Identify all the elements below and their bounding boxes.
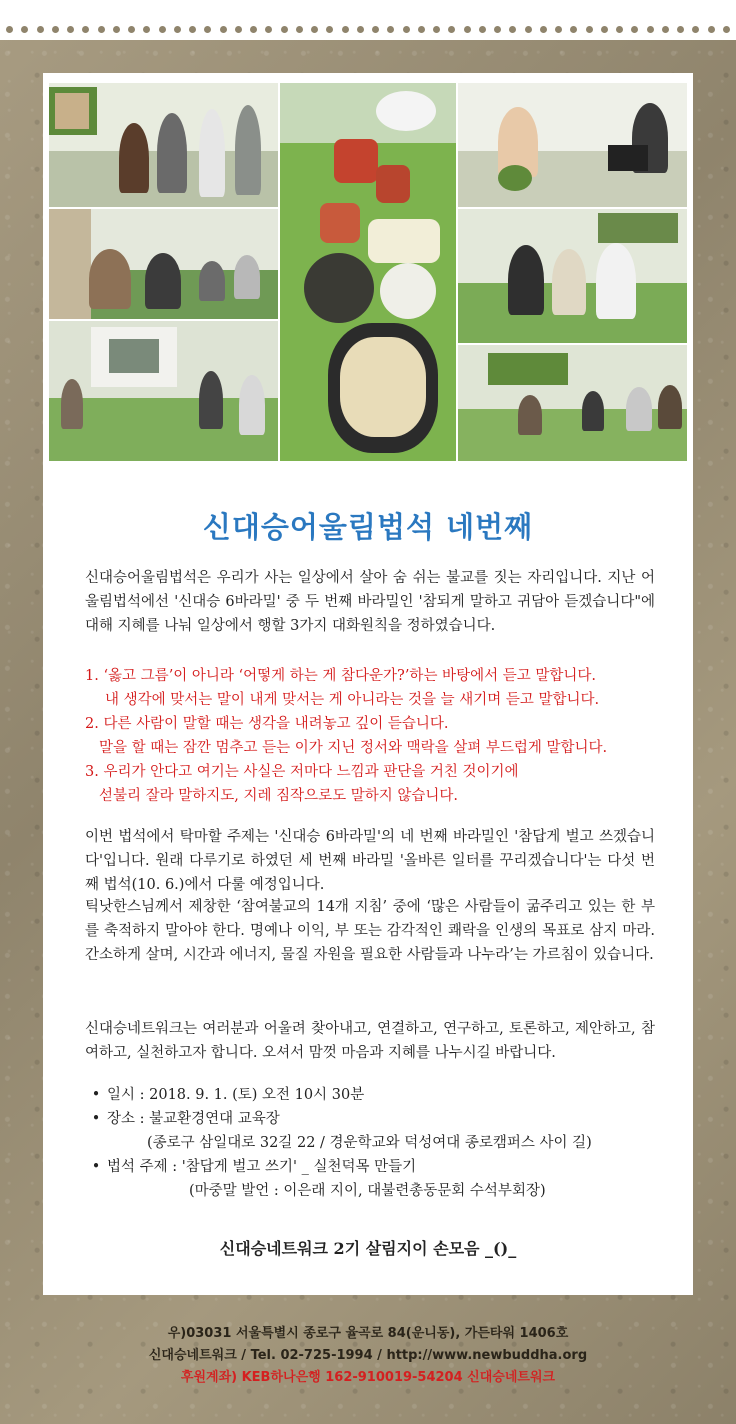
rule-1-detail: 내 생각에 맞서는 말이 내게 맞서는 게 아니라는 것을 늘 새기며 듣고 말합니다. — [105, 692, 600, 708]
footer-address: 우)03031 서울특별시 종로구 율곡로 84(운니동), 가든타워 1406호 — [167, 1326, 569, 1341]
perforation-dot — [586, 26, 593, 33]
newsletter-card — [43, 73, 693, 1295]
photo-participants-table — [49, 209, 278, 319]
photo-group-session — [458, 345, 687, 461]
photo-collage — [49, 83, 687, 463]
perforation-row — [6, 26, 730, 36]
perforation-dot — [631, 26, 638, 33]
photo-presentation-room — [49, 321, 278, 461]
perforation-dot — [448, 26, 455, 33]
perforation-dot — [433, 26, 440, 33]
perforation-dot — [235, 26, 242, 33]
perforation-dot — [570, 26, 577, 33]
perforation-dot — [601, 26, 608, 33]
dialogue-rules — [85, 664, 655, 808]
invitation-paragraph: 신대승네트워크는 여러분과 어울려 찾아내고, 연결하고, 연구하고, 토론하고, 제안하고, 참여하고, 실천하고자 합니다. 오셔서 맘껏 마음과 지혜를 나누시길 바랍니다. — [85, 1021, 655, 1061]
perforation-dot — [82, 26, 89, 33]
photo-kitchen-prep — [49, 83, 278, 207]
perforation-dot — [692, 26, 699, 33]
perforation-dot — [189, 26, 196, 33]
perforation-dot — [708, 26, 715, 33]
perforation-dot — [540, 26, 547, 33]
perforation-dot — [555, 26, 562, 33]
detail-topic: • 법석 주제 : '참답게 벌고 쓰기' _ 실천덕목 만들기 — [85, 1155, 665, 1179]
perforation-dot — [479, 26, 486, 33]
perforation-dot — [113, 26, 120, 33]
perforation-dot — [281, 26, 288, 33]
bullet-icon: • — [91, 1111, 101, 1127]
perforation-dot — [6, 26, 13, 33]
detail-topic-sub: (마중말 발언 : 이은래 지이, 대불련총동문회 수석부회장) — [189, 1183, 546, 1199]
bullet-icon: • — [91, 1087, 101, 1103]
perforation-dot — [250, 26, 257, 33]
perforation-dot — [616, 26, 623, 33]
perforation-dot — [647, 26, 654, 33]
bullet-icon: • — [91, 1159, 101, 1175]
perforation-dot — [723, 26, 730, 33]
intro-paragraph: 신대승어울림법석은 우리가 사는 일상에서 살아 숨 쉬는 불교를 짓는 자리입니다. 지난 어울림법석에선 '신대승 6바라밀' 중 두 번째 바라밀인 '참되게 말하고 귀담아 듣겠습니다"에 대해 지혜를 나눠 일상에서 행할 3가지 대화원칙을 정하였습니다. — [85, 570, 655, 634]
photo-panel-discussion — [458, 209, 687, 343]
perforation-dot — [418, 26, 425, 33]
signature: 신대승네트워크 2기 살림지이 손모음 _()_ — [219, 1239, 517, 1258]
photo-shared-meal — [280, 83, 456, 461]
detail-place-sub: (종로구 삼일대로 32길 22 / 경운학교와 덕성여대 종로캠퍼스 사이 길) — [147, 1135, 592, 1151]
perforation-dot — [265, 26, 272, 33]
perforation-dot — [311, 26, 318, 33]
perforation-dot — [174, 26, 181, 33]
perforation-dot — [143, 26, 150, 33]
perforation-dot — [509, 26, 516, 33]
rule-2: 2. 다른 사람이 말할 때는 생각을 내려놓고 깊이 듣습니다. — [85, 716, 449, 732]
perforation-dot — [357, 26, 364, 33]
perforation-dot — [98, 26, 105, 33]
photo-speakers — [458, 83, 687, 207]
footer-contact[interactable]: 신대승네트워크 / Tel. 02-725-1994 / http://www.newbuddha.org — [148, 1348, 588, 1363]
rule-3-detail: 섣불리 잘라 말하지도, 지레 짐작으로도 말하지 않습니다. — [99, 788, 459, 804]
perforation-dot — [128, 26, 135, 33]
rule-2-detail: 말을 할 때는 잠깐 멈추고 듣는 이가 지닌 정서와 맥락을 살펴 부드럽게 말합니다. — [99, 740, 608, 756]
detail-date: • 일시 : 2018. 9. 1. (토) 오전 10시 30분 — [85, 1083, 665, 1107]
footer — [0, 1323, 736, 1389]
quote-paragraph: 틱낫한스님께서 제창한 ‘참여불교의 14개 지침’ 중에 ‘많은 사람들이 굶주리고 있는 한 부를 축적하지 말아야 한다. 명예나 이익, 부 또는 감각적인 쾌락을 인생의 목표로 삼지 마라. 간소하게 살며, 시간과 에너지, 물질 자원을 필요한 사람들과 나누라’는 가르침이 있습니다. — [85, 899, 655, 963]
perforation-dot — [677, 26, 684, 33]
perforation-dot — [403, 26, 410, 33]
perforation-dot — [372, 26, 379, 33]
perforation-dot — [525, 26, 532, 33]
perforation-dot — [494, 26, 501, 33]
perforation-dot — [326, 26, 333, 33]
perforation-dot — [387, 26, 394, 33]
perforation-dot — [296, 26, 303, 33]
perforation-dot — [464, 26, 471, 33]
detail-place: • 장소 : 불교환경연대 교육장 — [85, 1107, 665, 1131]
topic-paragraph: 이번 법석에서 탁마할 주제는 '신대승 6바라밀'의 네 번째 바라밀인 '참답게 벌고 쓰겠습니다'입니다. 원래 다루기로 하였던 세 번째 바라밀 '올바른 일터를 꾸리겠습니다'는 다섯 번째 법석(10. 6.)에서 다룰 예정입니다. — [85, 829, 655, 893]
page-title: 신대승어울림법석 네번째 — [202, 510, 534, 544]
footer-account: 후원계좌) KEB하나은행 162-910019-54204 신대승네트워크 — [180, 1370, 556, 1385]
perforation-dot — [37, 26, 44, 33]
rule-3: 3. 우리가 안다고 여기는 사실은 저마다 느낌과 판단을 거친 것이기에 — [85, 764, 519, 780]
perforation-dot — [204, 26, 211, 33]
rule-1: 1. ‘옳고 그름’이 아니라 ‘어떻게 하는 게 참다운가?’하는 바탕에서 듣고 말합니다. — [85, 668, 596, 684]
perforation-dot — [67, 26, 74, 33]
perforation-dot — [21, 26, 28, 33]
perforation-dot — [662, 26, 669, 33]
event-details — [85, 1083, 665, 1203]
perforation-dot — [52, 26, 59, 33]
perforation-dot — [220, 26, 227, 33]
perforation-dot — [342, 26, 349, 33]
perforation-dot — [159, 26, 166, 33]
